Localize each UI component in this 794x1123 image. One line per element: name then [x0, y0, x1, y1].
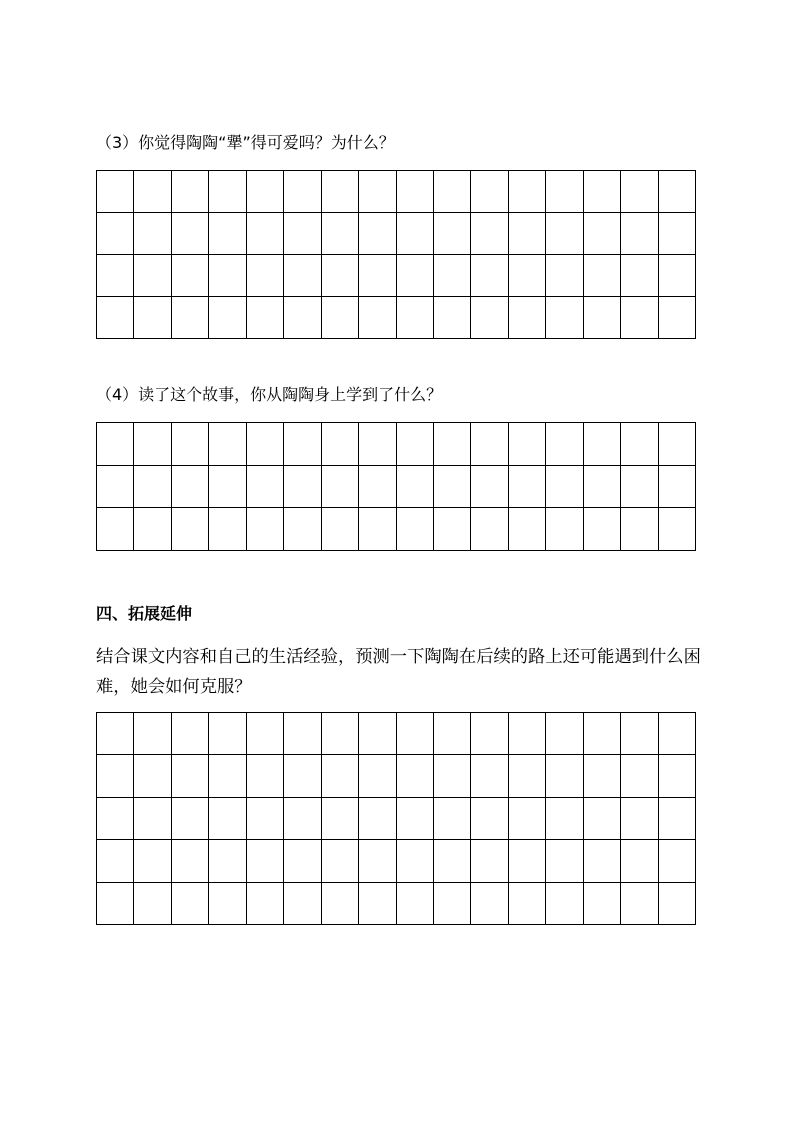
grid-cell[interactable] [359, 883, 396, 925]
grid-cell[interactable] [134, 213, 171, 255]
grid-cell[interactable] [359, 508, 396, 551]
grid-cell[interactable] [659, 840, 696, 882]
grid-cell[interactable] [209, 798, 246, 840]
grid-cell[interactable] [509, 840, 546, 882]
grid-cell[interactable] [209, 840, 246, 882]
grid-cell[interactable] [359, 297, 396, 339]
grid-cell[interactable] [322, 755, 359, 797]
grid-cell[interactable] [247, 255, 284, 297]
grid-cell[interactable] [509, 713, 546, 755]
grid-cell[interactable] [172, 713, 209, 755]
answer-grid-q4[interactable] [96, 422, 696, 551]
answer-grid-extension[interactable] [96, 712, 696, 925]
grid-cell[interactable] [659, 297, 696, 339]
grid-cell[interactable] [247, 755, 284, 797]
grid-cell[interactable] [172, 840, 209, 882]
grid-cell[interactable] [509, 508, 546, 551]
grid-cell[interactable] [659, 213, 696, 255]
grid-cell[interactable] [659, 883, 696, 925]
grid-cell[interactable] [434, 713, 471, 755]
grid-cell[interactable] [659, 755, 696, 797]
grid-cell[interactable] [546, 423, 583, 466]
grid-cell[interactable] [584, 798, 621, 840]
grid-cell[interactable] [509, 466, 546, 509]
grid-cell[interactable] [434, 255, 471, 297]
grid-cell[interactable] [621, 755, 658, 797]
grid-cell[interactable] [172, 466, 209, 509]
grid-cell[interactable] [247, 508, 284, 551]
grid-cell[interactable] [584, 297, 621, 339]
extension-prompt: 结合课文内容和自己的生活经验，预测一下陶陶在后续的路上还可能遇到什么困难，她会如何克服？ [96, 647, 701, 697]
grid-cell[interactable] [97, 840, 134, 882]
grid-cell[interactable] [509, 255, 546, 297]
grid-cell[interactable] [397, 213, 434, 255]
grid-cell[interactable] [509, 798, 546, 840]
grid-cell[interactable] [172, 423, 209, 466]
grid-cell[interactable] [397, 508, 434, 551]
grid-cell[interactable] [397, 713, 434, 755]
grid-cell[interactable] [397, 883, 434, 925]
grid-cell[interactable] [397, 171, 434, 213]
grid-cell[interactable] [359, 713, 396, 755]
grid-cell[interactable] [621, 466, 658, 509]
section-title-extension: 四、拓展延伸 [96, 604, 193, 623]
grid-cell[interactable] [621, 840, 658, 882]
grid-cell[interactable] [359, 755, 396, 797]
grid-cell[interactable] [172, 255, 209, 297]
grid-cell[interactable] [397, 466, 434, 509]
grid-cell[interactable] [209, 213, 246, 255]
grid-cell[interactable] [397, 255, 434, 297]
grid-cell[interactable] [584, 255, 621, 297]
grid-cell[interactable] [434, 466, 471, 509]
grid-cell[interactable] [471, 213, 508, 255]
grid-cell[interactable] [284, 798, 321, 840]
grid-cell[interactable] [97, 798, 134, 840]
grid-cell[interactable] [172, 171, 209, 213]
grid-cell[interactable] [397, 755, 434, 797]
grid-cell[interactable] [434, 883, 471, 925]
grid-cell[interactable] [284, 466, 321, 509]
grid-cell[interactable] [471, 255, 508, 297]
grid-cell[interactable] [546, 713, 583, 755]
grid-cell[interactable] [284, 508, 321, 551]
grid-cell[interactable] [397, 297, 434, 339]
grid-cell[interactable] [284, 755, 321, 797]
grid-cell[interactable] [621, 213, 658, 255]
grid-cell[interactable] [621, 423, 658, 466]
grid-cell[interactable] [659, 508, 696, 551]
grid-cell[interactable] [247, 297, 284, 339]
grid-cell[interactable] [247, 171, 284, 213]
grid-cell[interactable] [584, 840, 621, 882]
grid-cell[interactable] [134, 713, 171, 755]
grid-cell[interactable] [621, 713, 658, 755]
grid-cell[interactable] [247, 466, 284, 509]
grid-cell[interactable] [172, 297, 209, 339]
grid-cell[interactable] [584, 171, 621, 213]
grid-cell[interactable] [434, 755, 471, 797]
grid-cell[interactable] [97, 755, 134, 797]
grid-cell[interactable] [322, 840, 359, 882]
grid-cell[interactable] [584, 755, 621, 797]
grid-cell[interactable] [284, 297, 321, 339]
grid-cell[interactable] [209, 883, 246, 925]
grid-cell[interactable] [134, 171, 171, 213]
grid-cell[interactable] [659, 423, 696, 466]
grid-cell[interactable] [97, 213, 134, 255]
grid-cell[interactable] [247, 798, 284, 840]
grid-cell[interactable] [359, 466, 396, 509]
grid-cell[interactable] [209, 255, 246, 297]
grid-cell[interactable] [584, 466, 621, 509]
grid-cell[interactable] [172, 883, 209, 925]
grid-cell[interactable] [134, 840, 171, 882]
grid-cell[interactable] [247, 213, 284, 255]
grid-cell[interactable] [546, 171, 583, 213]
grid-cell[interactable] [397, 798, 434, 840]
grid-cell[interactable] [471, 297, 508, 339]
grid-cell[interactable] [509, 423, 546, 466]
grid-cell[interactable] [97, 423, 134, 466]
grid-cell[interactable] [434, 508, 471, 551]
question-4-text: （4）读了这个故事，你从陶陶身上学到了什么？ [96, 385, 443, 404]
grid-cell[interactable] [471, 883, 508, 925]
grid-cell[interactable] [134, 466, 171, 509]
grid-cell[interactable] [359, 840, 396, 882]
grid-cell[interactable] [434, 171, 471, 213]
grid-cell[interactable] [97, 171, 134, 213]
grid-cell[interactable] [659, 713, 696, 755]
grid-cell[interactable] [284, 883, 321, 925]
answer-grid-q3[interactable] [96, 170, 696, 339]
grid-cell[interactable] [172, 798, 209, 840]
grid-cell[interactable] [322, 713, 359, 755]
grid-cell[interactable] [546, 255, 583, 297]
grid-cell[interactable] [322, 798, 359, 840]
grid-cell[interactable] [584, 508, 621, 551]
grid-cell[interactable] [97, 255, 134, 297]
grid-cell[interactable] [546, 297, 583, 339]
grid-cell[interactable] [134, 883, 171, 925]
grid-cell[interactable] [209, 423, 246, 466]
grid-cell[interactable] [284, 423, 321, 466]
grid-cell[interactable] [434, 213, 471, 255]
grid-cell[interactable] [509, 755, 546, 797]
grid-cell[interactable] [284, 213, 321, 255]
grid-cell[interactable] [97, 883, 134, 925]
grid-cell[interactable] [172, 755, 209, 797]
grid-cell[interactable] [659, 171, 696, 213]
grid-cell[interactable] [247, 840, 284, 882]
grid-cell[interactable] [359, 213, 396, 255]
grid-cell[interactable] [471, 713, 508, 755]
grid-cell[interactable] [659, 466, 696, 509]
grid-cell[interactable] [621, 255, 658, 297]
grid-cell[interactable] [284, 255, 321, 297]
grid-cell[interactable] [247, 713, 284, 755]
grid-cell[interactable] [359, 423, 396, 466]
grid-cell[interactable] [209, 713, 246, 755]
grid-cell[interactable] [659, 798, 696, 840]
grid-cell[interactable] [209, 466, 246, 509]
grid-cell[interactable] [359, 171, 396, 213]
grid-cell[interactable] [284, 840, 321, 882]
grid-cell[interactable] [397, 423, 434, 466]
grid-cell[interactable] [322, 466, 359, 509]
grid-cell[interactable] [97, 713, 134, 755]
grid-cell[interactable] [209, 755, 246, 797]
grid-cell[interactable] [546, 840, 583, 882]
grid-cell[interactable] [584, 713, 621, 755]
grid-cell[interactable] [134, 297, 171, 339]
grid-cell[interactable] [471, 466, 508, 509]
grid-cell[interactable] [397, 840, 434, 882]
grid-cell[interactable] [284, 713, 321, 755]
grid-cell[interactable] [322, 171, 359, 213]
grid-cell[interactable] [134, 255, 171, 297]
grid-cell[interactable] [134, 755, 171, 797]
grid-cell[interactable] [322, 255, 359, 297]
grid-cell[interactable] [471, 840, 508, 882]
grid-cell[interactable] [172, 508, 209, 551]
grid-cell[interactable] [359, 798, 396, 840]
grid-cell[interactable] [509, 883, 546, 925]
grid-cell[interactable] [546, 466, 583, 509]
grid-cell[interactable] [434, 423, 471, 466]
grid-cell[interactable] [584, 213, 621, 255]
grid-cell[interactable] [434, 798, 471, 840]
grid-cell[interactable] [209, 171, 246, 213]
grid-cell[interactable] [209, 297, 246, 339]
grid-cell[interactable] [247, 423, 284, 466]
grid-cell[interactable] [621, 171, 658, 213]
grid-cell[interactable] [621, 297, 658, 339]
grid-cell[interactable] [284, 171, 321, 213]
grid-cell[interactable] [322, 297, 359, 339]
grid-cell[interactable] [322, 423, 359, 466]
grid-cell[interactable] [659, 255, 696, 297]
grid-cell[interactable] [322, 883, 359, 925]
grid-cell[interactable] [471, 171, 508, 213]
grid-cell[interactable] [209, 508, 246, 551]
grid-cell[interactable] [471, 755, 508, 797]
grid-cell[interactable] [172, 213, 209, 255]
grid-cell[interactable] [621, 883, 658, 925]
grid-cell[interactable] [546, 798, 583, 840]
grid-cell[interactable] [546, 508, 583, 551]
grid-cell[interactable] [584, 883, 621, 925]
grid-cell[interactable] [621, 798, 658, 840]
grid-cell[interactable] [134, 508, 171, 551]
grid-cell[interactable] [546, 213, 583, 255]
grid-cell[interactable] [322, 508, 359, 551]
grid-cell[interactable] [546, 755, 583, 797]
grid-cell[interactable] [359, 255, 396, 297]
grid-cell[interactable] [546, 883, 583, 925]
grid-cell[interactable] [471, 423, 508, 466]
grid-cell[interactable] [471, 508, 508, 551]
grid-cell[interactable] [434, 840, 471, 882]
grid-cell[interactable] [471, 798, 508, 840]
grid-cell[interactable] [322, 213, 359, 255]
grid-cell[interactable] [621, 508, 658, 551]
grid-cell[interactable] [509, 171, 546, 213]
grid-cell[interactable] [509, 213, 546, 255]
grid-cell[interactable] [434, 297, 471, 339]
grid-cell[interactable] [134, 423, 171, 466]
question-3-text: （3）你觉得陶陶“犟”得可爱吗？为什么？ [96, 133, 395, 152]
grid-cell[interactable] [247, 883, 284, 925]
grid-cell[interactable] [97, 508, 134, 551]
grid-cell[interactable] [134, 798, 171, 840]
grid-cell[interactable] [509, 297, 546, 339]
grid-cell[interactable] [97, 466, 134, 509]
grid-cell[interactable] [97, 297, 134, 339]
grid-cell[interactable] [584, 423, 621, 466]
